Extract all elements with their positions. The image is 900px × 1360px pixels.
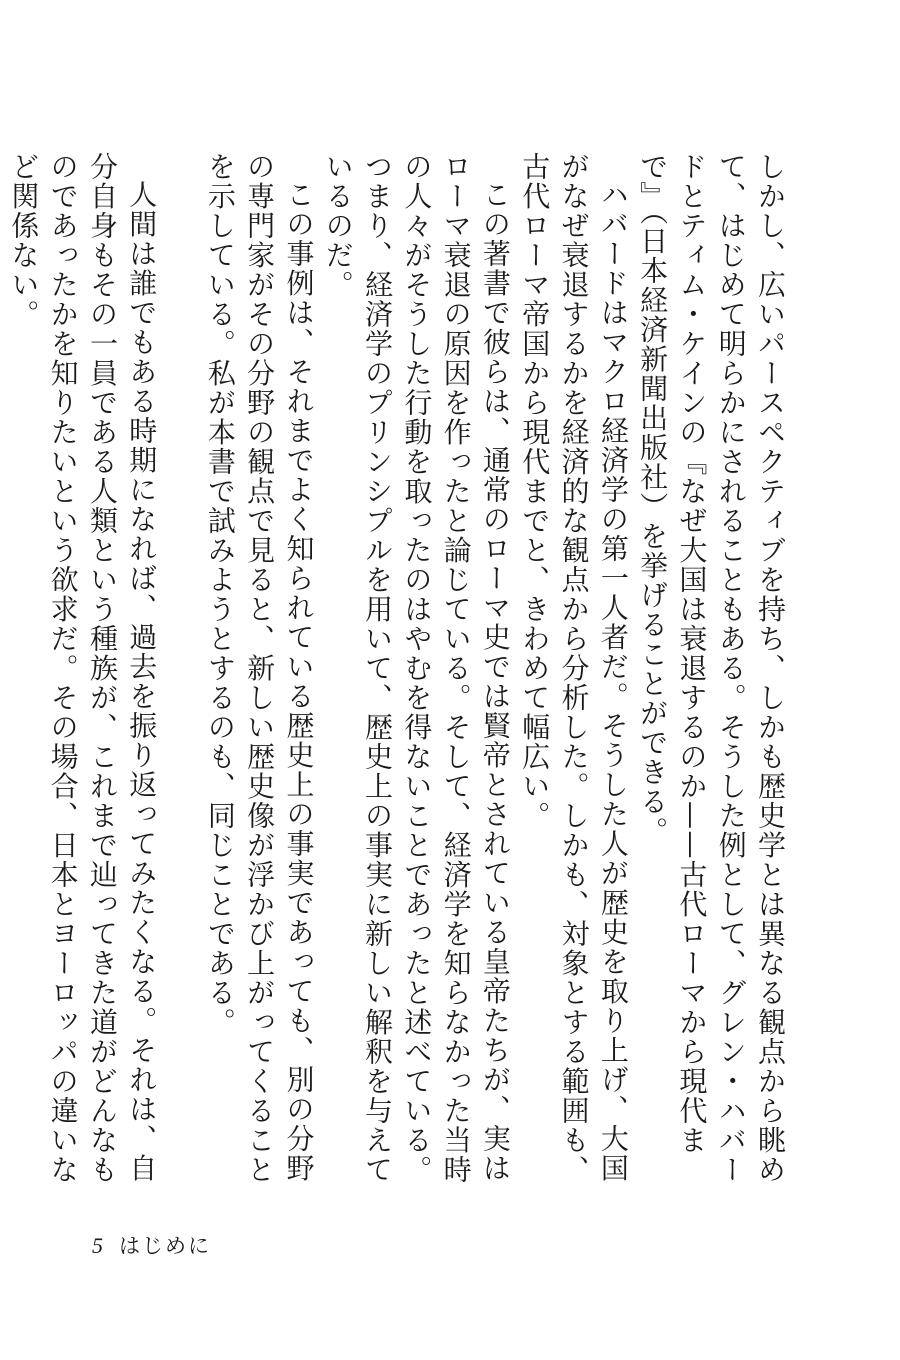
paragraph xyxy=(0,152,4,1197)
running-head: はじめに xyxy=(119,1234,211,1258)
vertical-body-text xyxy=(7,152,790,1197)
section-break xyxy=(161,152,200,1197)
paragraph: ハバードはマクロ経済学の第一人者だ。そうした人が歴史を取り上げ、大国がなぜ衰退するかを経済的な観点から分析した。しかも、対象とする範囲も、古代ローマ帝国から現代までと、きわめて幅広い。 xyxy=(518,152,630,1185)
paragraph: 人間は誰でもある時期になれば、過去を振り返ってみたくなる。それは、自分自身もその一員である人類という種族が、これまで辿ってきた道がどんなものであったかを知りたいという欲求だ。その場合、日本とヨーロッパの違いなど関係ない。 xyxy=(7,152,159,1185)
paragraph: しかし、広いパースペクティブを持ち、しかも歴史学とは異なる観点から眺めて、はじめて明らかにされることもある。そうした例として、グレン・ハバードとティム・ケインの『なぜ大国は衰退するのか——古代ローマから現代まで』（日本経済新聞出版社）を挙げることができる。 xyxy=(636,152,787,1185)
paragraph: この事例は、それまでよく知られている歴史上の事実であっても、別の分野の専門家がその分野の観点で見ると、新しい歴史像が浮かび上がってくることを示している。私が本書で試みようとするのも、同じことである。 xyxy=(203,152,316,1185)
page-footer xyxy=(92,1230,211,1260)
paragraph: この著書で彼らは、通常のローマ史では賢帝とされている皇帝たちが、実はローマ衰退の原因を作ったと論じている。そして、経済学を知らなかった当時の人々がそうした行動を取ったのはやむを得ないことであったと述べている。つまり、経済学のプリンシプルを用いて、歴史上の事実に新しい解釈を与えているのだ。 xyxy=(321,152,512,1185)
page-number: 5 xyxy=(92,1233,105,1258)
